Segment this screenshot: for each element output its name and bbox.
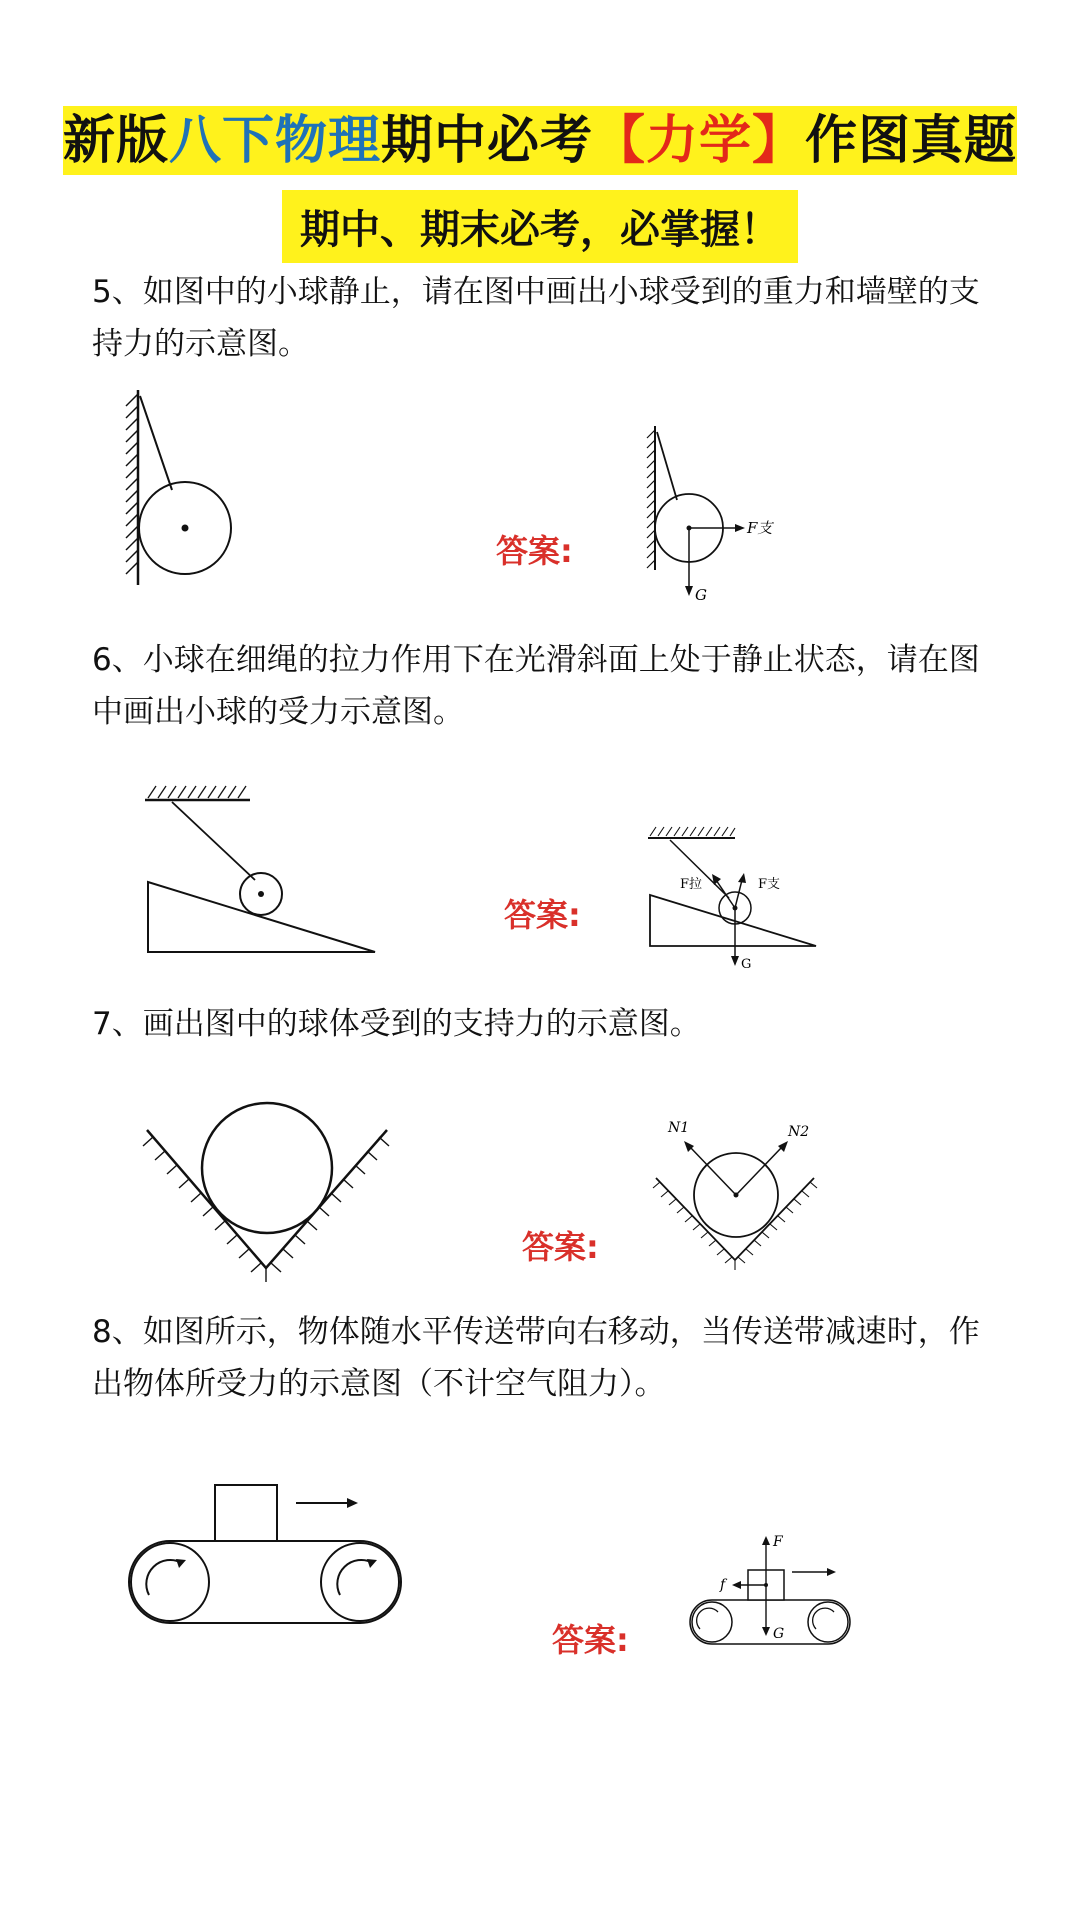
- q5-label-g: G: [695, 586, 707, 604]
- title-part-5: 作图真题: [805, 106, 1017, 175]
- q7-answer-label: 答案:: [522, 1228, 599, 1266]
- q6-label-g: G: [741, 957, 752, 972]
- question-5-text: 5、如图中的小球静止，请在图中画出小球受到的重力和墙壁的支持力的示意图。: [92, 274, 980, 362]
- q8-label-friction: f: [720, 1577, 726, 1593]
- q6-label-fsupport: F支: [758, 877, 781, 892]
- q8-figure: [100, 1475, 430, 1635]
- q6-label-ftension: F拉: [680, 877, 703, 892]
- subtitle: 期中、期末必考，必掌握！: [282, 190, 798, 263]
- q7-figure: [135, 1090, 405, 1280]
- q5-answer-label: 答案:: [496, 532, 573, 570]
- title-part-2: 八下物理: [169, 106, 381, 175]
- title-part-1: 新版: [63, 106, 169, 175]
- q8-label-f: F: [773, 1534, 783, 1550]
- q5-label-fsupport: F支: [747, 519, 773, 537]
- page-title: [0, 98, 1080, 173]
- title-part-3: 期中必考: [381, 106, 593, 175]
- q6-answer-figure: [640, 820, 830, 980]
- q8-answer-label: 答案:: [552, 1621, 629, 1659]
- question-8-text: 8、如图所示，物体随水平传送带向右移动，当传送带减速时，作出物体所受力的示意图（不计空气阻力）。: [92, 1314, 980, 1402]
- q8-label-g: G: [773, 1626, 785, 1642]
- q5-answer-figure: [635, 420, 775, 605]
- q8-answer-figure: [680, 1530, 880, 1660]
- q7-answer-figure: [648, 1110, 828, 1270]
- question-7-text: 7、画出图中的球体受到的支持力的示意图。: [92, 1006, 701, 1042]
- question-6-text: 6、小球在细绳的拉力作用下在光滑斜面上处于静止状态，请在图中画出小球的受力示意图。: [92, 642, 980, 730]
- q7-label-n1: N1: [668, 1120, 690, 1136]
- q6-figure: [140, 780, 380, 965]
- q5-figure: [110, 380, 240, 595]
- q7-label-n2: N2: [788, 1124, 810, 1140]
- q6-answer-label: 答案:: [504, 896, 581, 934]
- title-part-4: 【力学】: [593, 106, 805, 175]
